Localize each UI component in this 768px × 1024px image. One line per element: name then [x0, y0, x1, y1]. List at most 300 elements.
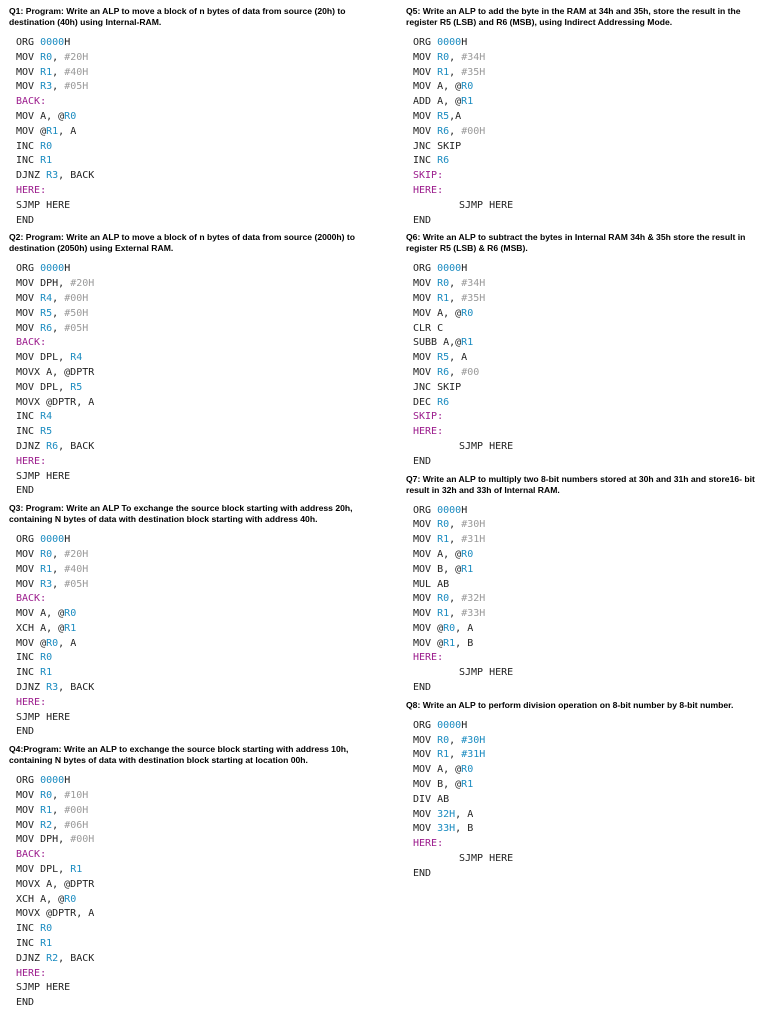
code-line	[413, 748, 762, 763]
code-token: , A	[455, 622, 474, 634]
code-token: MOVX A, @DPTR	[16, 878, 95, 890]
register-token: R3	[40, 81, 53, 93]
code-line	[413, 336, 762, 351]
code-token: ADD A, @	[413, 96, 462, 108]
immediate-token: #35H	[461, 292, 486, 304]
register-token: R5	[437, 110, 450, 122]
code-line	[413, 666, 762, 681]
code-label	[413, 169, 762, 184]
code-line	[413, 548, 762, 563]
immediate-token: #20H	[64, 548, 89, 560]
code-listing	[16, 774, 369, 1011]
code-line	[413, 622, 762, 637]
question-block-q5	[406, 6, 762, 228]
code-line	[16, 51, 369, 66]
code-line	[413, 110, 762, 125]
register-token: R0	[461, 307, 474, 319]
code-line	[413, 307, 762, 322]
code-token: ,A	[449, 110, 462, 122]
code-token: XCH A, @	[16, 893, 65, 905]
code-line	[413, 504, 762, 519]
code-line	[16, 937, 369, 952]
code-line	[16, 952, 369, 967]
code-token: MOVX @DPTR, A	[16, 396, 95, 408]
register-token: R3	[46, 682, 59, 694]
code-label	[413, 651, 762, 666]
immediate-token: #50H	[64, 307, 89, 319]
code-token: SJMP HERE	[459, 853, 514, 865]
code-line	[16, 893, 369, 908]
code-listing	[413, 262, 762, 469]
code-token: ,	[52, 563, 65, 575]
code-line	[413, 681, 762, 696]
code-line	[413, 578, 762, 593]
code-token: H	[64, 775, 71, 787]
code-token: MOV A, @	[413, 764, 462, 776]
code-token: MOV	[413, 66, 438, 78]
code-line	[16, 214, 369, 229]
code-token: MOV	[16, 66, 41, 78]
code-token: HERE:	[413, 652, 444, 664]
code-line	[16, 199, 369, 214]
code-token: MOV	[413, 808, 438, 820]
code-line	[16, 366, 369, 381]
left-column	[9, 6, 369, 1015]
code-line	[16, 66, 369, 81]
code-token: MOV A, @	[16, 110, 65, 122]
code-token: , A	[58, 637, 77, 649]
register-token: R6	[437, 125, 450, 137]
question-block-q6	[406, 232, 762, 469]
code-token: MOV @	[16, 125, 47, 137]
code-token: ,	[449, 749, 462, 761]
code-token: END	[16, 997, 35, 1009]
code-line	[413, 366, 762, 381]
code-token: MOV	[413, 366, 438, 378]
code-token: MOV DPL,	[16, 381, 71, 393]
code-token: ,	[52, 790, 65, 802]
register-token: R6	[46, 440, 59, 452]
code-label	[16, 336, 369, 351]
register-token: R0	[40, 548, 53, 560]
register-token: R0	[437, 593, 450, 605]
register-token: R0	[64, 893, 77, 905]
code-token: BACK:	[16, 96, 47, 108]
code-line	[16, 711, 369, 726]
code-token: ,	[449, 292, 462, 304]
code-token: ORG	[16, 263, 41, 275]
immediate-token: #31H	[461, 534, 486, 546]
code-line	[16, 996, 369, 1011]
register-token: 0000	[437, 719, 462, 731]
register-token: 0000	[437, 37, 462, 48]
code-line	[413, 607, 762, 622]
code-token: MOV @	[413, 622, 444, 634]
code-line	[16, 578, 369, 593]
register-token: R1	[40, 155, 53, 167]
code-token: MOV	[413, 292, 438, 304]
code-token: MOV	[16, 548, 41, 560]
code-token: H	[461, 263, 468, 275]
question-block-q2	[9, 232, 369, 499]
immediate-token: #05H	[64, 578, 89, 590]
register-token: R1	[461, 337, 474, 349]
code-token: ORG	[413, 719, 438, 731]
code-token: SJMP HERE	[459, 667, 514, 679]
code-token: MOVX A, @DPTR	[16, 366, 95, 378]
code-token: H	[64, 37, 71, 48]
register-token: R0	[437, 278, 450, 290]
code-token: SUBB A,@	[413, 337, 462, 349]
register-token: R6	[437, 366, 450, 378]
code-token: BACK:	[16, 337, 47, 349]
code-line	[16, 110, 369, 125]
register-token: 0000	[40, 37, 65, 48]
code-line	[16, 804, 369, 819]
code-line	[16, 878, 369, 893]
question-heading: Q4:Program: Write an ALP to exchange the source block starting with address 10h, containing N bytes of data with destination block starting at location 00h.	[9, 744, 349, 766]
register-token: #31H	[461, 749, 486, 761]
register-token: R6	[437, 155, 450, 167]
code-token: HERE:	[413, 426, 444, 438]
immediate-token: #40H	[64, 66, 89, 78]
code-line	[16, 292, 369, 307]
code-line	[16, 637, 369, 652]
code-token: ORG	[413, 37, 438, 48]
code-token: INC	[413, 155, 438, 167]
code-listing	[16, 262, 369, 499]
register-token: R1	[40, 938, 53, 950]
code-line	[16, 307, 369, 322]
code-token: MOVX @DPTR, A	[16, 908, 95, 920]
code-token: DJNZ	[16, 170, 47, 182]
code-line	[16, 533, 369, 548]
code-line	[413, 125, 762, 140]
code-token: ORG	[16, 534, 41, 546]
code-line	[16, 548, 369, 563]
code-line	[413, 867, 762, 882]
code-token: MOV	[413, 125, 438, 137]
code-line	[16, 651, 369, 666]
code-line	[413, 852, 762, 867]
code-token: MOV	[16, 81, 41, 93]
immediate-token: #00H	[461, 125, 486, 137]
immediate-token: #34H	[461, 51, 486, 63]
code-line	[413, 95, 762, 110]
register-token: 32H	[437, 808, 456, 820]
code-line	[16, 425, 369, 440]
code-line	[16, 470, 369, 485]
code-line	[413, 440, 762, 455]
immediate-token: #05H	[64, 81, 89, 93]
register-token: 0000	[40, 263, 65, 275]
question-heading: Q8: Write an ALP to perform division operation on 8-bit number by 8-bit number.	[406, 699, 734, 710]
register-token: 0000	[40, 775, 65, 787]
code-line	[16, 819, 369, 834]
code-token: DIV AB	[413, 793, 450, 805]
code-label	[413, 184, 762, 199]
code-line	[413, 455, 762, 470]
code-line	[413, 66, 762, 81]
register-token: R1	[40, 66, 53, 78]
register-token: R1	[64, 622, 77, 634]
code-line	[16, 440, 369, 455]
code-token: SJMP HERE	[16, 711, 71, 723]
code-line	[16, 681, 369, 696]
code-line	[413, 763, 762, 778]
register-token: 0000	[40, 534, 65, 546]
code-token: ,	[52, 292, 65, 304]
register-token: R1	[437, 534, 450, 546]
code-token: MOV B, @	[413, 563, 462, 575]
question-heading: Q6: Write an ALP to subtract the bytes in Internal RAM 34h & 35h store the result in register R5 (LSB) & R6 (MSB).	[406, 232, 746, 254]
right-column	[406, 6, 762, 886]
code-token: MOV	[16, 51, 41, 63]
immediate-token: #00	[461, 366, 480, 378]
code-token: MOV	[16, 578, 41, 590]
code-line	[16, 410, 369, 425]
code-line	[16, 396, 369, 411]
code-line	[413, 778, 762, 793]
code-token: SJMP HERE	[459, 440, 514, 452]
register-token: R4	[40, 292, 53, 304]
code-line	[16, 725, 369, 740]
code-line	[413, 396, 762, 411]
code-token: H	[64, 534, 71, 546]
register-token: R1	[40, 563, 53, 575]
immediate-token: #00H	[64, 292, 89, 304]
register-token: R0	[437, 51, 450, 63]
code-token: , A	[455, 808, 474, 820]
code-token: MOV A, @	[413, 81, 462, 93]
code-line	[16, 154, 369, 169]
code-line	[413, 637, 762, 652]
code-token: H	[461, 37, 468, 48]
code-label	[16, 95, 369, 110]
register-token: 0000	[437, 263, 462, 275]
code-token: XCH A, @	[16, 622, 65, 634]
code-token: HERE:	[16, 696, 47, 708]
question-block-q7	[406, 474, 762, 696]
code-token: HERE:	[16, 455, 47, 467]
code-line	[16, 563, 369, 578]
register-token: R0	[64, 110, 77, 122]
register-token: R4	[70, 352, 83, 364]
code-label	[413, 837, 762, 852]
code-token: HERE:	[413, 838, 444, 850]
code-token: MOV A, @	[413, 307, 462, 319]
question-heading: Q2: Program: Write an ALP to move a block of n bytes of data from source (2000h) to destination (2050h) using External RAM.	[9, 232, 356, 254]
code-token: ,	[449, 593, 462, 605]
register-token: R5	[40, 307, 53, 319]
code-token: MOV	[16, 563, 41, 575]
code-label	[16, 967, 369, 982]
code-line	[413, 381, 762, 396]
code-token: MOV	[413, 110, 438, 122]
code-line	[16, 484, 369, 499]
code-token: MOV B, @	[413, 779, 462, 791]
register-token: R2	[46, 952, 59, 964]
code-token: INC	[16, 938, 41, 950]
code-line	[413, 292, 762, 307]
code-line	[413, 793, 762, 808]
code-token: MOV	[16, 307, 41, 319]
code-token: MOV	[413, 749, 438, 761]
code-line	[16, 607, 369, 622]
code-token: END	[413, 455, 432, 467]
code-line	[413, 80, 762, 95]
code-token: END	[413, 867, 432, 879]
immediate-token: #20H	[64, 51, 89, 63]
register-token: R1	[443, 637, 456, 649]
register-token: #30H	[461, 734, 486, 746]
immediate-token: #20H	[70, 278, 95, 290]
code-token: MOV @	[16, 637, 47, 649]
code-token: MOV A, @	[413, 548, 462, 560]
code-token: ,	[449, 278, 462, 290]
code-token: MOV	[16, 804, 41, 816]
code-token: SJMP HERE	[16, 470, 71, 482]
code-token: ORG	[16, 775, 41, 787]
register-token: R2	[40, 819, 53, 831]
code-token: DJNZ	[16, 440, 47, 452]
code-token: END	[413, 214, 432, 226]
code-token: ,	[52, 81, 65, 93]
code-line	[16, 351, 369, 366]
register-token: R0	[437, 734, 450, 746]
immediate-token: #00H	[70, 834, 95, 846]
code-token: MOV	[413, 534, 438, 546]
code-line	[16, 80, 369, 95]
code-line	[16, 140, 369, 155]
code-token: MOV	[16, 292, 41, 304]
register-token: R0	[461, 81, 474, 93]
code-token: ,	[52, 578, 65, 590]
code-line	[413, 214, 762, 229]
code-token: JNC SKIP	[413, 381, 462, 393]
register-token: R0	[461, 548, 474, 560]
code-token: BACK:	[16, 593, 47, 605]
code-line	[413, 199, 762, 214]
register-token: 0000	[437, 504, 462, 516]
register-token: R1	[437, 292, 450, 304]
question-heading: Q3: Program: Write an ALP To exchange the source block starting with address 20h, containing N bytes of data with destination block starting with address 40h.	[9, 503, 353, 525]
code-token: SKIP:	[413, 170, 444, 182]
code-token: ,	[52, 307, 65, 319]
code-token: MOV @	[413, 637, 444, 649]
code-token: MOV	[16, 790, 41, 802]
register-token: R0	[64, 608, 77, 620]
code-token: , A	[58, 125, 77, 137]
code-line	[413, 36, 762, 51]
code-line	[16, 169, 369, 184]
code-label	[16, 696, 369, 711]
code-token: , BACK	[58, 170, 95, 182]
register-token: R1	[461, 96, 474, 108]
code-token: MOV	[16, 819, 41, 831]
code-label	[16, 455, 369, 470]
code-listing	[413, 504, 762, 696]
code-token: , B	[455, 823, 474, 835]
code-token: MOV DPL,	[16, 864, 71, 876]
register-token: R1	[461, 563, 474, 575]
register-token: R0	[46, 637, 59, 649]
code-line	[413, 533, 762, 548]
immediate-token: #30H	[461, 519, 486, 531]
register-token: R1	[437, 749, 450, 761]
code-token: MOV DPL,	[16, 352, 71, 364]
code-token: ,	[52, 548, 65, 560]
register-token: R1	[437, 608, 450, 620]
code-label	[16, 184, 369, 199]
code-line	[413, 734, 762, 749]
code-token: INC	[16, 411, 41, 423]
code-line	[413, 262, 762, 277]
code-token: INC	[16, 155, 41, 167]
code-token: ,	[449, 366, 462, 378]
code-token: JNC SKIP	[413, 140, 462, 152]
code-line	[413, 822, 762, 837]
immediate-token: #33H	[461, 608, 486, 620]
register-token: R1	[40, 804, 53, 816]
code-label	[16, 848, 369, 863]
code-token: ORG	[16, 37, 41, 48]
code-token: ,	[52, 66, 65, 78]
code-line	[16, 322, 369, 337]
code-token: MOV	[413, 278, 438, 290]
code-label	[413, 425, 762, 440]
question-heading: Q1: Program: Write an ALP to move a block of n bytes of data from source (20h) to destination (40h) using Internal-RAM.	[9, 6, 346, 27]
code-token: MOV	[413, 51, 438, 63]
immediate-token: #40H	[64, 563, 89, 575]
code-token: INC	[16, 426, 41, 438]
code-token: MUL AB	[413, 578, 450, 590]
register-token: R0	[461, 764, 474, 776]
code-token: MOV	[413, 352, 438, 364]
code-listing	[16, 36, 369, 228]
code-line	[16, 381, 369, 396]
code-token: END	[16, 214, 35, 226]
immediate-token: #10H	[64, 790, 89, 802]
code-token: INC	[16, 652, 41, 664]
question-block-q8	[406, 700, 762, 882]
immediate-token: #35H	[461, 66, 486, 78]
code-listing	[413, 719, 762, 882]
code-token: MOV	[413, 608, 438, 620]
register-token: R6	[437, 396, 450, 408]
register-token: R0	[437, 519, 450, 531]
register-token: R4	[40, 411, 53, 423]
code-token: , BACK	[58, 682, 95, 694]
register-token: R5	[40, 426, 53, 438]
register-token: R0	[40, 51, 53, 63]
immediate-token: #32H	[461, 593, 486, 605]
question-heading: Q7: Write an ALP to multiply two 8-bit numbers stored at 30h and 31h and store16- bit result in 32h and 33h of Internal RAM.	[406, 473, 755, 495]
code-line	[413, 51, 762, 66]
code-token: ORG	[413, 504, 438, 516]
register-token: R1	[461, 779, 474, 791]
register-token: R1	[437, 66, 450, 78]
code-token: SJMP HERE	[16, 982, 71, 994]
code-line	[413, 808, 762, 823]
code-token: ,	[52, 51, 65, 63]
immediate-token: #00H	[64, 804, 89, 816]
register-token: R1	[40, 667, 53, 679]
code-token: MOV	[413, 593, 438, 605]
register-token: R0	[40, 652, 53, 664]
code-token: H	[64, 263, 71, 275]
code-label	[413, 410, 762, 425]
